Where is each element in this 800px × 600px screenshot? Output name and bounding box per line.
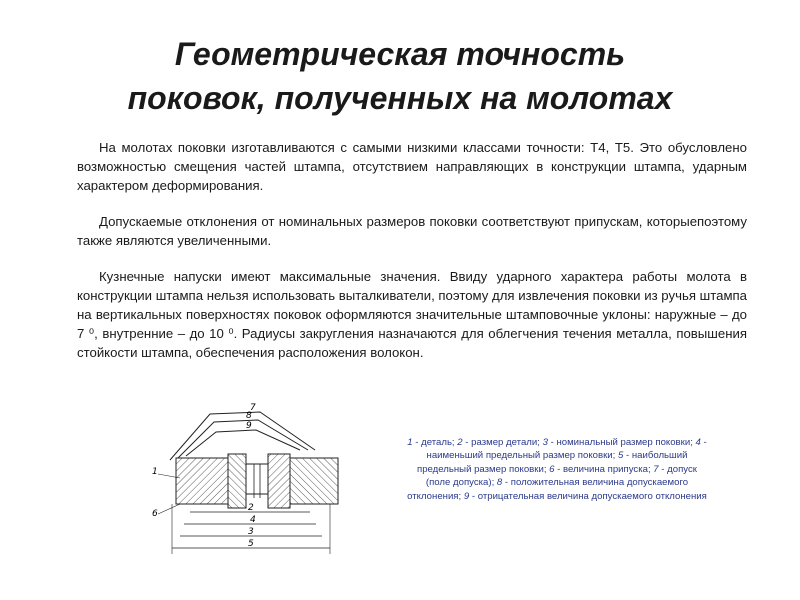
forging-right (290, 458, 338, 504)
caption-text: - размер детали; (462, 437, 543, 448)
paragraph-2: Допускаемые отклонения от номинальных размеров поковки соответствуют припускам, которыепоэтому также являются увеличенными. (77, 214, 747, 248)
caption-num: 1 (407, 437, 413, 448)
figure-caption (404, 436, 710, 503)
label-4: 4 (250, 515, 256, 525)
caption-text: - величина припуска; (554, 463, 654, 475)
label-8: 8 (246, 411, 252, 421)
slide-title (0, 32, 800, 120)
caption-text: - допуск (поле допуска); (425, 463, 697, 489)
caption-num: 8 (496, 477, 503, 489)
label-3: 3 (248, 527, 254, 537)
contour-7 (170, 412, 315, 460)
caption-num: 7 (653, 463, 659, 475)
caption-text: - положительная величина допускаемого отклонения; (407, 477, 689, 502)
label-1: 1 (152, 467, 158, 477)
forging-left (176, 458, 228, 504)
caption-text: - наибольший предельный размер поковки; (417, 450, 688, 475)
caption-num: 2 (457, 437, 463, 448)
title-line-2: поковок, полученных на молотах (127, 80, 673, 116)
title-line-1: Геометрическая точность (174, 36, 626, 72)
caption-num: 4 (695, 437, 701, 448)
caption-num: 6 (549, 463, 555, 475)
label-9: 9 (246, 421, 252, 431)
label-2: 2 (248, 503, 254, 513)
caption-num: 5 (617, 450, 624, 462)
contour-8 (178, 420, 308, 458)
label-7: 7 (250, 403, 256, 413)
paragraph-3: Кузнечные напуски имеют максимальные значения. Ввиду ударного характера работы молота в конструкции штампа нельзя использовать выталкиватели, поэтому для извлечения поковки из ручья штампа на вертикальных поверхностях поковок оформляются значительные штамповочные уклоны: наружные – до 7 ⁰, внутренние – до 10 ⁰. Радиусы закругления назначаются для облегчения течения металла, повышения стойкости штампа, обеспечения расположения волокон. (77, 269, 747, 360)
body-text (77, 138, 747, 379)
caption-num: 9 (463, 490, 470, 502)
forging-center-left (228, 454, 246, 508)
web (246, 464, 268, 494)
contour-9 (186, 430, 300, 456)
caption-text: - наименьший предельный размер поковки; (426, 437, 707, 462)
caption-text: - номинальный размер поковки; (547, 437, 696, 448)
label-5: 5 (248, 539, 254, 549)
paragraph-1: На молотах поковки изготавливаются с самыми низкими классами точности: Т4, Т5. Это обусловлено возможностью смещения частей штампа, отсутствием направляющих в конструкции штампа, ударным характером деформирования. (77, 140, 747, 193)
caption-text: - деталь; (412, 437, 458, 448)
caption-text: - отрицательная величина допускаемого отклонения (469, 490, 707, 502)
forging-center-right (268, 454, 290, 508)
label-6: 6 (152, 509, 158, 519)
forging-diagram (150, 398, 350, 568)
caption-num: 3 (542, 437, 548, 448)
